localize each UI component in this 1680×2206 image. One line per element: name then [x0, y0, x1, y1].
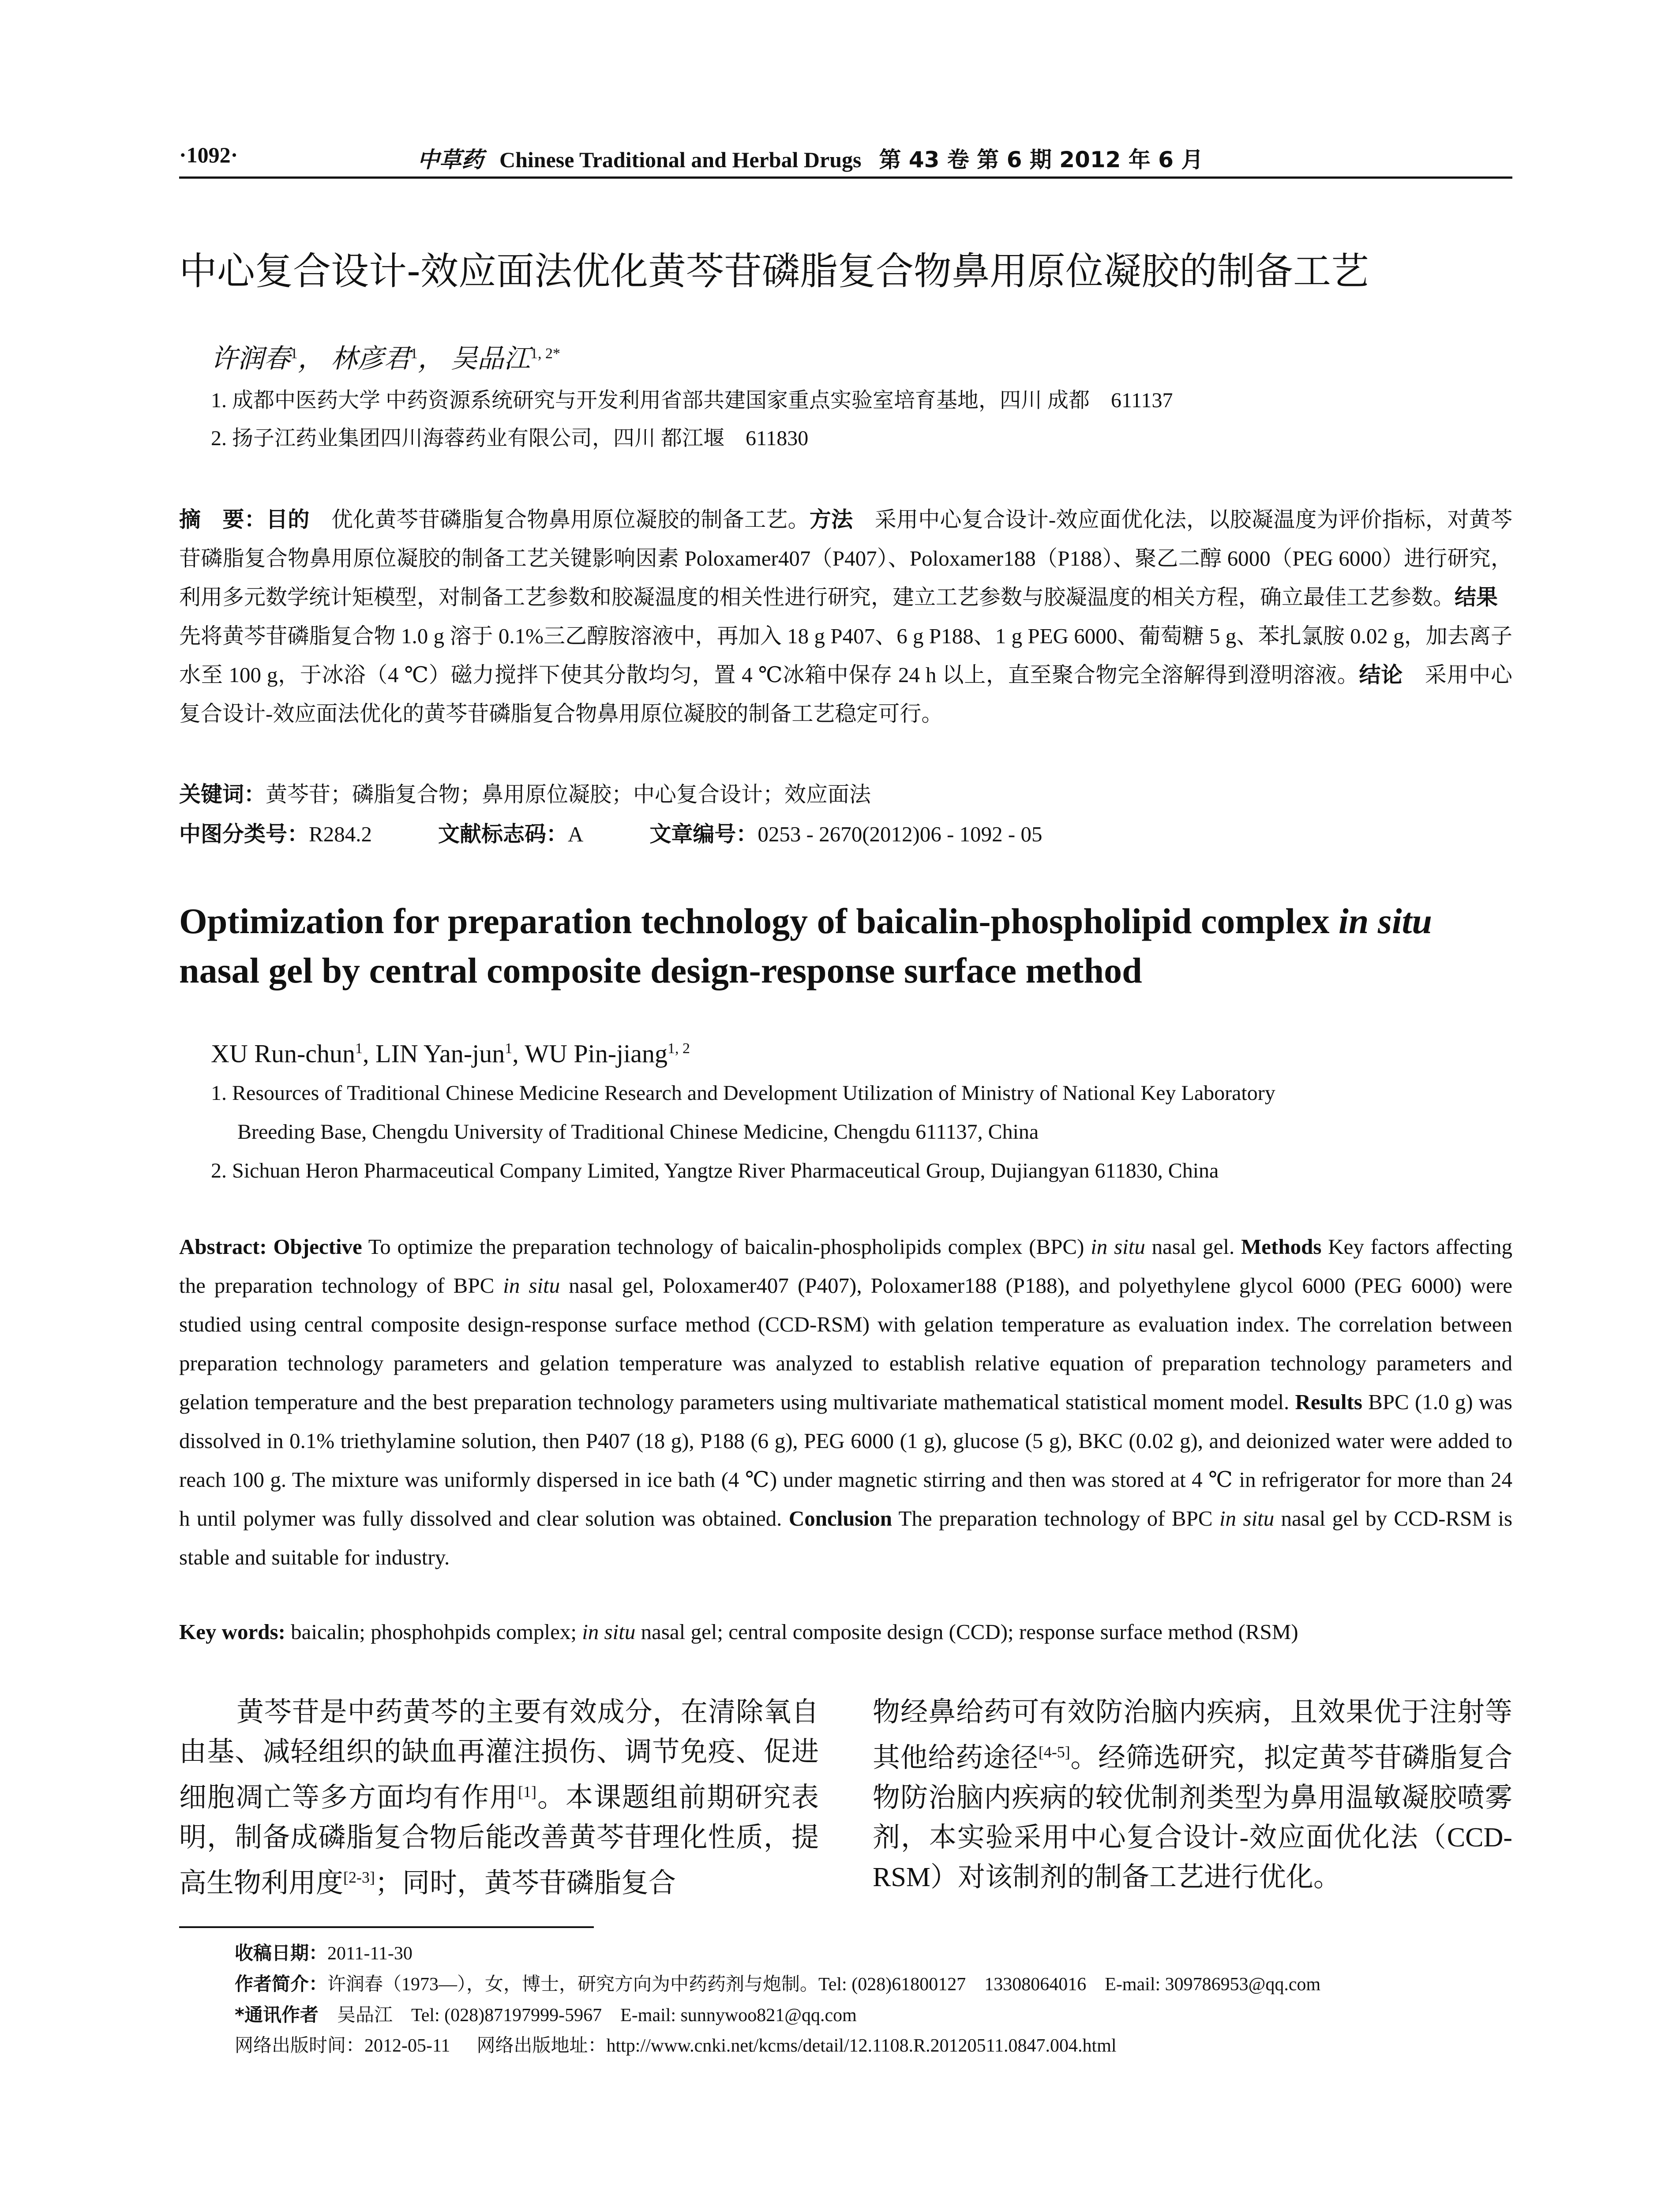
keywords-zh-label: 关键词：: [179, 782, 266, 807]
abstract-zh: [179, 500, 1520, 733]
footnote-online-url-label: 网络出版地址：: [476, 2036, 607, 2056]
affiliation-zh-2: 2. 扬子江药业集团四川海蓉药业有限公司，四川 都江堰 611830: [211, 427, 809, 450]
abstract-en-objective-b: nasal gel.: [1145, 1234, 1241, 1259]
article-number-value: 0253 - 2670(2012)06 - 1092 - 05: [758, 822, 1042, 846]
footnote-online-time: 2012-05-11: [364, 2036, 450, 2056]
footnote-corresponding-text: 吴品江 Tel: (028)87197999-5967 E-mail: sunnywoo821@qq.com: [318, 2005, 857, 2026]
author-en-2: LIN Yan-jun: [375, 1039, 505, 1068]
footnote-corresponding-label: *通讯作者: [235, 2004, 319, 2026]
authors-zh: 许润春$^1$， 林彦君$^1$， 吴品江$^{1, 2*}$: [211, 344, 560, 373]
abstract-en-objective-a: To optimize the preparation technology of baicalin-phospholipids complex (BPC): [362, 1234, 1091, 1259]
affiliation-en-1-line1: 1. Resources of Traditional Chinese Medicine Research and Development Utilization of Ministry of National Key Laboratory: [211, 1081, 1275, 1105]
abstract-zh-objective-label: 目的: [266, 507, 310, 532]
clc-value: R284.2: [309, 822, 372, 846]
body-right-text-a: 物经鼻给药可有效防治脑内疾病，且效果优于注射等其他给药途径: [873, 1697, 1512, 1773]
abstract-en: [179, 1227, 1512, 1577]
abstract-en-methods-a: Key factors affecting the preparation technology of BPC: [179, 1234, 1513, 1298]
author-zh-1-sup: 1: [290, 345, 298, 362]
keywords-zh-text: 黄芩苷；磷脂复合物；鼻用原位凝胶；中心复合设计；效应面法: [266, 782, 871, 807]
abstract-en-conclusion-a: The preparation technology of BPC: [892, 1506, 1219, 1531]
author-zh-3: 吴品江: [451, 344, 530, 373]
footnote-author-text: 许润春（1973—），女，博士，研究方向为中药药剂与炮制。Tel: (028)61800127 13308064016 E-mail: 309786953@qq.com: [327, 1974, 1321, 1995]
body-left-text-a: 黄芩苷是中药黄芩的主要有效成分，在清除氧自由基、减轻组织的缺血再灌注损伤、调节免疫、促进细胞凋亡等多方面均有作用: [179, 1697, 819, 1813]
author-en-2-sup: 1: [505, 1040, 513, 1057]
abstract-en-conclusion-label: Conclusion: [788, 1506, 892, 1531]
page-number: ·1092·: [179, 143, 238, 167]
abstract-en-methods-b: nasal gel, Poloxamer407 (P407), Poloxamer188 (P188), and polyethylene glycol 6000 (PEG 6000) were studied using central composite design-response surface method (CCD-RSM) with gelation temperature as evaluation index. The correlation between preparation technology parameters and gelation temperature was analyzed to establish relative equation of preparation technology parameters and gelation temperature and the best preparation technology parameters using multivariate mathematical statistical moment model.: [179, 1273, 1512, 1414]
author-en-1-sup: 1: [355, 1040, 363, 1057]
abstract-zh-objective: 优化黄芩苷磷脂复合物鼻用原位凝胶的制备工艺。: [309, 507, 810, 532]
author-en-1: XU Run-chun: [211, 1039, 356, 1068]
abstract-zh-methods-label: 方法: [809, 507, 853, 532]
keywords-en-in-situ: in situ: [582, 1620, 636, 1644]
footnote-online-url-link[interactable]: http://www.cnki.net/kcms/detail/12.1108.R.20120511.0847.004.html: [606, 2036, 1117, 2056]
abstract-en-conclusion-b: nasal gel by CCD-RSM is stable and suitable for industry.: [179, 1506, 1513, 1569]
keywords-en-part1: baicalin; phosphohpids complex;: [285, 1620, 582, 1644]
footnote-author-bio: [235, 1970, 1320, 1998]
body-column-right: [873, 1692, 1512, 1897]
body-right-text-b: 。经筛选研究，拟定黄芩苷磷脂复合物防治脑内疾病的较优制剂类型为鼻用温敏凝胶喷雾剂，本实验采用中心复合设计-效应面优化法（CCD-RSM）对该制剂的制备工艺进行优化。: [873, 1743, 1512, 1892]
affiliation-en-1-line2: Breeding Base, Chengdu University of Traditional Chinese Medicine, Chengdu 611137, China: [237, 1120, 1039, 1144]
abstract-en-label: Abstract: Objective: [179, 1234, 362, 1259]
affiliation-en-1: [211, 1074, 1512, 1152]
keywords-en-part2: nasal gel; central composite design (CCD); response surface method (RSM): [635, 1620, 1298, 1644]
abstract-en-in-situ-2: in situ: [503, 1273, 560, 1298]
author-en-3-sup: 1, 2: [668, 1040, 690, 1057]
citation-2-3[interactable]: [2-3]: [343, 1868, 375, 1886]
keywords-zh: [179, 779, 871, 810]
abstract-zh-conclusion: 采用中心复合设计-效应面法优化的黄芩苷磷脂复合物鼻用原位凝胶的制备工艺稳定可行。: [179, 663, 1512, 726]
abstract-zh-conclusion-label: 结论: [1359, 662, 1403, 687]
footnote-online-time-label: 网络出版时间：: [235, 2036, 365, 2056]
keywords-en-label: Key words:: [179, 1620, 285, 1644]
abstract-zh-results-label: 结果: [1455, 585, 1498, 610]
journal-name: [417, 142, 1203, 174]
abstract-en-results: BPC (1.0 g) was dissolved in 0.1% triethylamine solution, then P407 (18 g), P188 (6 g), PEG 6000 (1 g), glucose (5 g), BKC (0.02 g), and deionized water were added to reach 100 g. The mixture was uniformly dispersed in ice bath (4 ℃) under magnetic stirring and then was stored at 4 ℃ in refrigerator for more than 24 h until polymer was fully dissolved and clear solution was obtained.: [179, 1390, 1512, 1531]
abstract-zh-results: 先将黄芩苷磷脂复合物 1.0 g 溶于 0.1%三乙醇胺溶液中，再加入 18 g P407、6 g P188、1 g PEG 6000、葡萄糖 5 g、苯扎氯胺 0.02 g，加去离子水至 100 g，于冰浴（4 ℃）磁力搅拌下使其分散均匀，置 4 ℃冰箱中保存 24 h 以上，直至聚合物完全溶解得到澄明溶液。: [179, 585, 1520, 687]
doc-code-label: 文献标志码：: [438, 822, 568, 847]
author-zh-2: 林彦君: [331, 344, 410, 373]
journal-name-en: Chinese Traditional and Herbal Drugs: [499, 147, 862, 172]
footnote-received-label: 收稿日期：: [235, 1942, 328, 1964]
abstract-en-in-situ-3: in situ: [1219, 1506, 1275, 1531]
journal-name-cn: 中草药: [417, 147, 484, 173]
abstract-zh-label: 摘 要：: [179, 507, 266, 532]
author-zh-3-sup: 1, 2*: [530, 345, 560, 362]
body-column-left: [179, 1692, 819, 1903]
article-number-label: 文章编号：: [649, 822, 758, 847]
title-en-italic: in situ: [1339, 901, 1432, 941]
author-en-3: WU Pin-jiang: [525, 1039, 668, 1068]
footnote-received-date: 2011-11-30: [327, 1943, 412, 1964]
citation-4-5[interactable]: [4-5]: [1038, 1743, 1070, 1761]
footnote-author-label: 作者简介：: [235, 1973, 328, 1995]
header-rule: [179, 176, 1512, 179]
authors-en: XU Run-chun$^1$, LIN Yan-jun$^1$, WU Pin-jiang$^{1, 2}$: [211, 1039, 690, 1068]
title-en-part1: Optimization for preparation technology of baicalin-phospholipid complex: [179, 901, 1339, 941]
title-en-part2: nasal gel by central composite design-response surface method: [179, 950, 1142, 990]
doc-code-value: A: [567, 822, 584, 846]
abstract-en-results-label: Results: [1295, 1390, 1362, 1414]
abstract-zh-methods: 采用中心复合设计-效应面优化法，以胶凝温度为评价指标，对黄芩苷磷脂复合物鼻用原位凝胶的制备工艺关键影响因素 Poloxamer407（P407）、Poloxamer188（P188）、聚乙二醇 6000（PEG 6000）进行研究，利用多元数学统计矩模型，对制备工艺参数和胶凝温度的相关性进行研究，建立工艺参数与胶凝温度的相关方程，确立最佳工艺参数。: [179, 507, 1512, 609]
footnote-online-publication: [235, 2032, 1117, 2060]
footnote-corresponding-author: [235, 2001, 857, 2029]
keywords-en: [179, 1617, 1512, 1647]
body-left-text-c: ；同时，黄芩苷磷脂复合: [375, 1868, 676, 1898]
footnote-rule: [179, 1926, 594, 1928]
abstract-en-methods-label: Methods: [1241, 1234, 1322, 1259]
clc-label: 中图分类号：: [179, 822, 309, 847]
body-left-text-b: 。本课题组前期研究表明，制备成磷脂复合物后能改善黄芩苷理化性质，提高生物利用度: [179, 1782, 819, 1898]
footnote-received: [235, 1940, 412, 1967]
author-zh-2-sup: 1: [410, 345, 418, 362]
title-en: [179, 897, 1512, 995]
author-zh-1: 许润春: [211, 344, 290, 373]
affiliation-zh-1: 1. 成都中医药大学 中药资源系统研究与开发利用省部共建国家重点实验室培育基地，四川 成都 611137: [211, 389, 1173, 412]
title-zh: 中心复合设计-效应面法优化黄芩苷磷脂复合物鼻用原位凝胶的制备工艺: [179, 249, 1369, 293]
classification-line: [179, 819, 1042, 850]
journal-issue: 第 43 卷 第 6 期 2012 年 6 月: [879, 147, 1204, 173]
citation-1[interactable]: [1]: [518, 1783, 536, 1801]
running-header: [179, 140, 1512, 175]
abstract-en-in-situ-1: in situ: [1091, 1234, 1145, 1259]
affiliation-en-2: 2. Sichuan Heron Pharmaceutical Company Limited, Yangtze River Pharmaceutical Group, Dujiangyan 611830, China: [211, 1159, 1219, 1182]
